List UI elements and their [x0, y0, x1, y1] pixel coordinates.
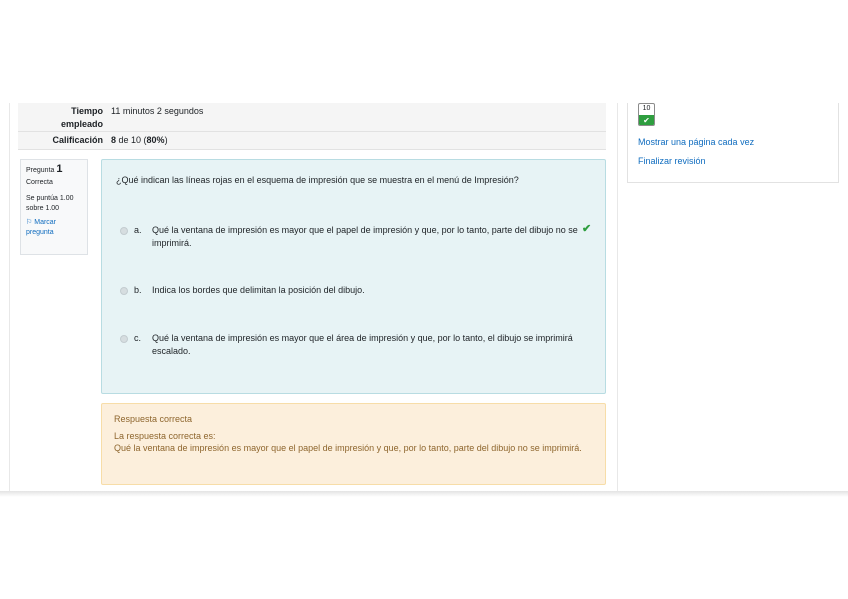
question-number-value: 1	[56, 163, 63, 175]
answer-letter-c: c.	[134, 333, 142, 343]
feedback-status: Respuesta correcta	[114, 414, 193, 424]
nav-question-number: 10	[642, 105, 651, 112]
answer-option-a[interactable]	[120, 224, 580, 250]
answer-option-b[interactable]	[120, 284, 580, 297]
quiz-review-viewport	[0, 103, 848, 493]
review-summary-table	[18, 103, 606, 150]
answer-letter-b: b.	[134, 285, 142, 295]
time-taken-row	[18, 103, 606, 132]
show-one-page-link[interactable]: Mostrar una página cada vez	[638, 137, 755, 147]
grade-label: Calificación	[52, 135, 103, 145]
time-taken-value: 11 minutos 2 segundos	[111, 106, 204, 116]
flag-question-line2: pregunta	[26, 229, 54, 236]
grade-mid: de 10 (	[116, 135, 147, 145]
left-divider	[9, 103, 10, 493]
answer-letter-a: a.	[134, 225, 142, 235]
flag-question-line1: Marcar	[34, 219, 57, 226]
question-state: Correcta	[26, 179, 53, 186]
answer-text-b: Indica los bordes que delimitan la posición del dibujo.	[152, 285, 365, 295]
question-info-box	[20, 159, 88, 255]
grade-end: )	[164, 135, 168, 145]
quiz-navigation-panel	[627, 103, 839, 183]
flag-question-link[interactable]	[26, 218, 82, 238]
answer-radio-c[interactable]	[120, 335, 128, 343]
grade-percent: 80%	[146, 135, 165, 145]
question-number	[26, 164, 82, 176]
feedback-correct-answer: Qué la ventana de impresión es mayor que el papel de impresión y que, por lo tanto, parte del dibujo no se imprimirá.	[114, 443, 582, 453]
time-taken-label-line2: empleado	[60, 119, 103, 129]
time-taken-label-line1: Tiempo	[71, 106, 103, 116]
answer-text-c: Qué la ventana de impresión es mayor que el área de impresión y que, por lo tanto, el dibujo se imprimirá escalado.	[152, 333, 573, 356]
answer-radio-b[interactable]	[120, 287, 128, 295]
check-icon: ✔	[582, 223, 592, 235]
question-score-line1: Se puntúa 1.00	[26, 195, 74, 202]
viewport-bottom-shadow	[0, 491, 848, 497]
flag-icon: ⚐	[26, 219, 33, 226]
answer-radio-a[interactable]	[120, 227, 128, 235]
question-score	[26, 194, 82, 214]
grade-value	[111, 134, 168, 147]
question-text: ¿Qué indican las líneas rojas en el esquema de impresión que se muestra en el menú de Impresión?	[116, 175, 519, 185]
question-score-line2: sobre 1.00	[26, 205, 60, 212]
time-taken-label	[18, 103, 111, 131]
feedback-intro: La respuesta correcta es:	[114, 431, 216, 441]
grade-row	[18, 132, 606, 150]
nav-question-button-10[interactable]	[638, 103, 655, 126]
column-divider	[617, 103, 618, 493]
question-content	[101, 159, 606, 394]
check-icon: ✔	[639, 115, 654, 126]
finish-review-link[interactable]: Finalizar revisión	[638, 156, 706, 166]
grade-score: 8	[111, 135, 117, 145]
question-number-prefix: Pregunta	[26, 167, 57, 174]
feedback-box	[101, 403, 606, 485]
answer-option-c[interactable]	[120, 332, 580, 358]
answer-text-a: Qué la ventana de impresión es mayor que el papel de impresión y que, por lo tanto, parte del dibujo no se imprimirá.	[152, 225, 578, 248]
